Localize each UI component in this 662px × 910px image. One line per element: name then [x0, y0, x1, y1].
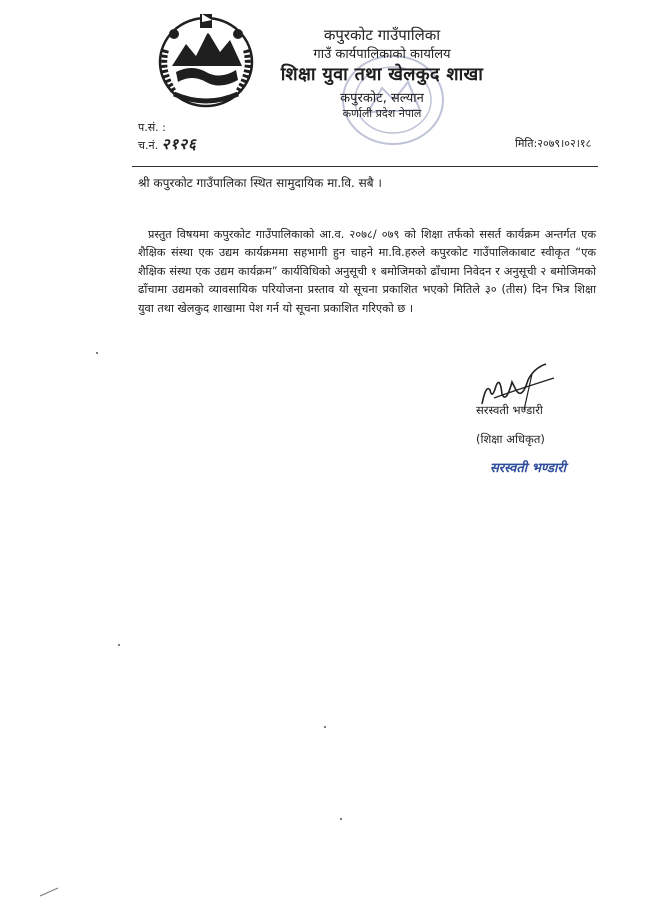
government-emblem-icon [152, 10, 260, 110]
cn-line [138, 134, 197, 154]
signatory-name: सरस्वती भण्डारी [476, 403, 543, 417]
signatory-title: (शिक्षा अधिकृत) [476, 432, 545, 446]
scan-speck [118, 644, 120, 646]
scan-speck [324, 726, 326, 728]
scan-speck [96, 352, 98, 354]
cn-label: च.नं. [138, 139, 159, 152]
signatory-name-stamp: सरस्वती भण्डारी [490, 461, 567, 476]
scan-mark-icon [38, 886, 60, 898]
date-text: मिति:२०७९।०२।१८ [515, 137, 592, 150]
ps-label: प.सं. : [138, 121, 166, 134]
office-name: गाउँ कार्यपालिकाको कार्यालय [313, 47, 451, 62]
branch-name: शिक्षा युवा तथा खेलकुद शाखा [280, 64, 484, 85]
divider-line [132, 166, 598, 167]
local-body-name: कपुरकोट गाउँपालिका [323, 26, 441, 44]
scan-speck [340, 818, 342, 820]
office-address: कपुरकोट, सल्यान [340, 91, 424, 106]
province-name: कर्णाली प्रदेश नेपाल [342, 107, 422, 120]
addressee: श्री कपुरकोट गाउँपालिका स्थित सामुदायिक मा.वि. सबै । [138, 176, 382, 190]
cn-value: २१२६ [161, 135, 197, 153]
notice-body: प्रस्तुत विषयमा कपुरकोट गाउँपालिकाको आ.व. २०७८/ ०७९ को शिक्षा तर्फको ससर्त कार्यक्रम अन्तर्गत एक शैक्षिक संस्था एक उद्यम कार्यक्रममा सहभागी हुन चाहने मा.वि.हरुले कपुरकोट गाउँपालिकाबाट स्वीकृत “एक शैक्षिक संस्था एक उद्यम कार्यक्रम” कार्यविधिको अनुसूची १ बमोजिमको ढाँचामा निवेदन र अनुसूची २ बमोजिमको ढाँचामा उद्यमको व्यावसायिक परियोजना प्रस्ताव यो सूचना प्रकाशित भएको मितिले ३० (तीस) दिन भित्र शिक्षा युवा तथा खेलकुद शाखामा पेश गर्न यो सूचना प्रकाशित गरिएको छ । [138, 228, 596, 315]
